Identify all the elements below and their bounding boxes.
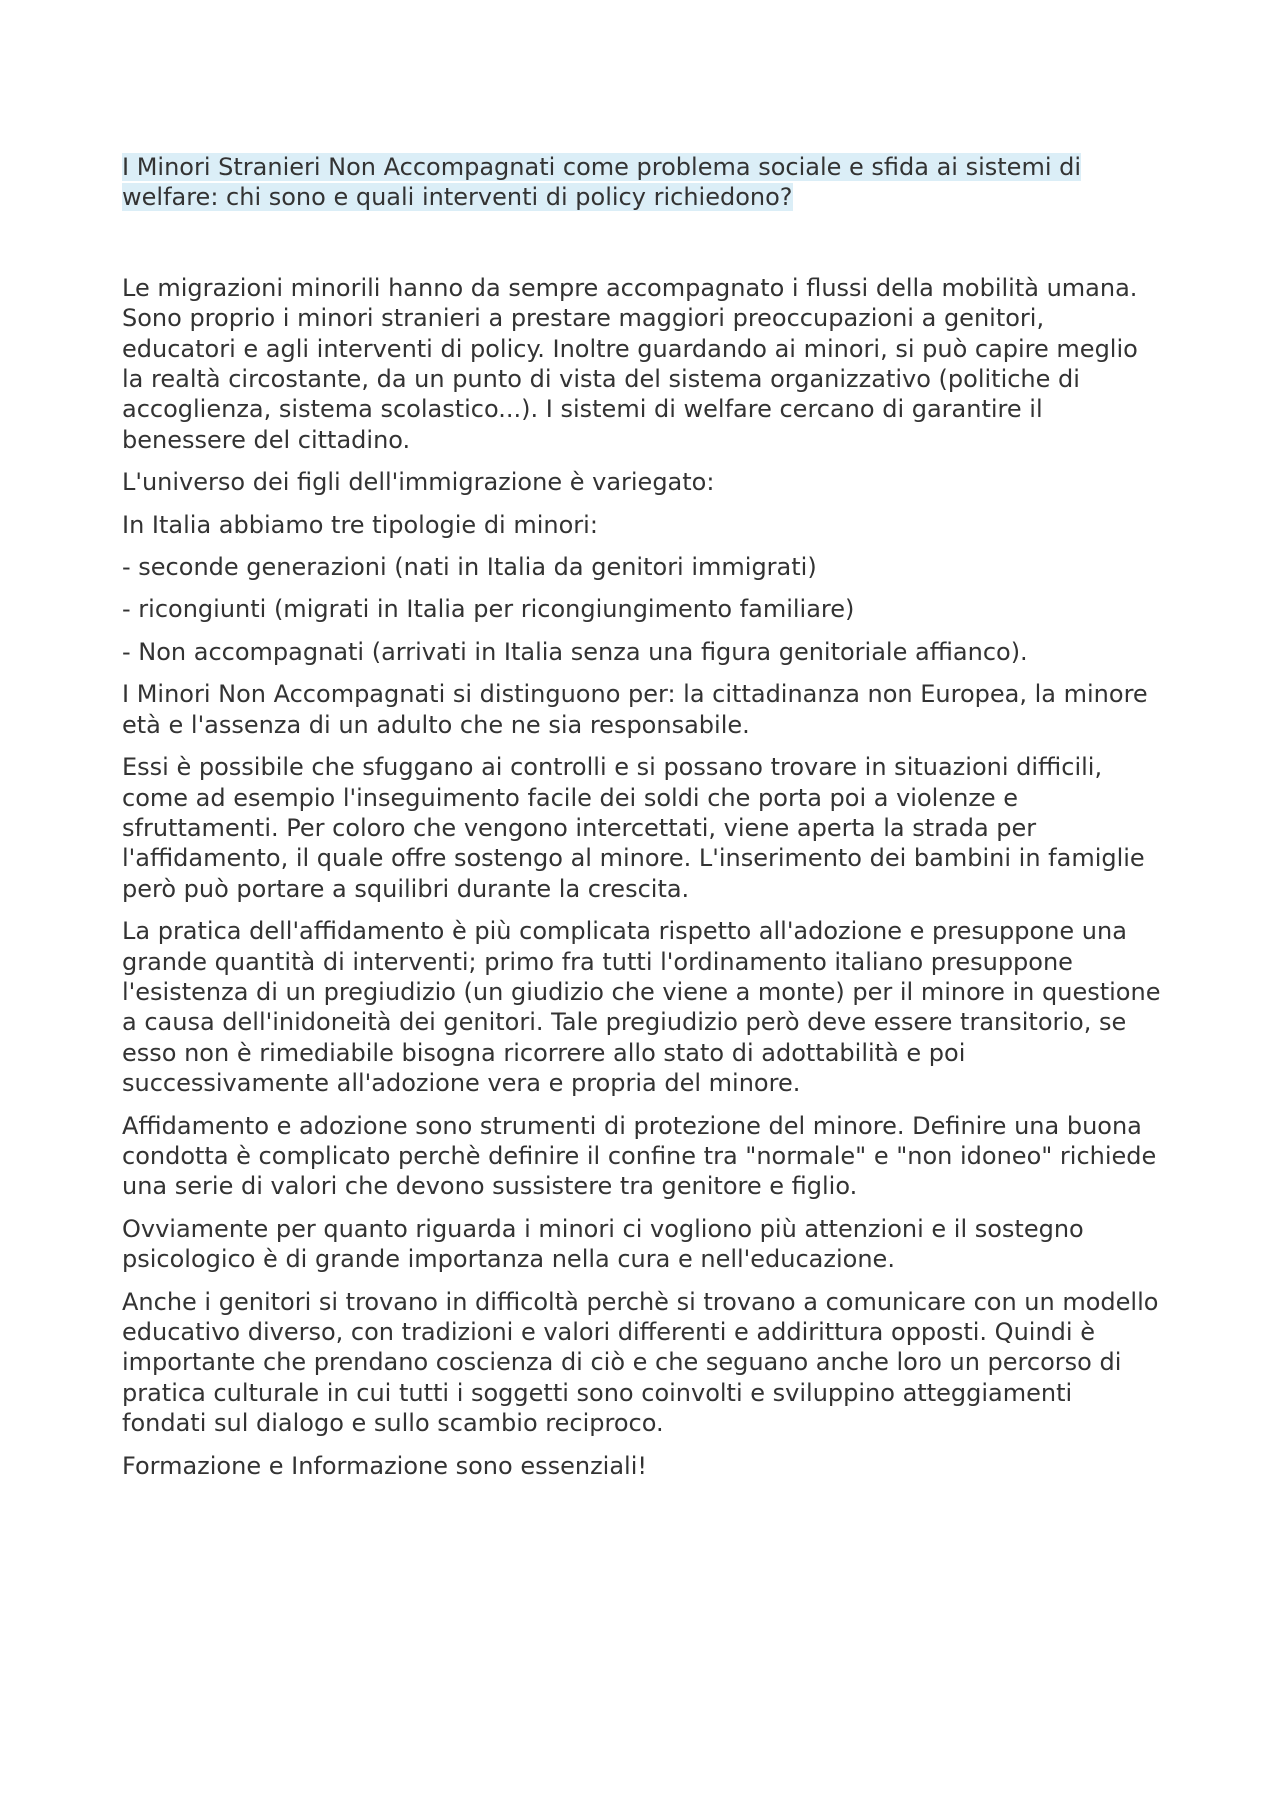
paragraph-intro-1: Le migrazioni minorili hanno da sempre accompagnato i flussi della mobilità umana. Sono proprio i minori stranieri a prestare maggiori preoccupazioni a genitori, educatori e agli interventi di policy. Inoltre guardando ai minori, si può capire meglio la realtà circostante, da un punto di vista del sistema organizzativo (politiche di accoglienza, sistema scolastico...). I sistemi di welfare cercano di garantire il benessere del cittadino. bbox=[122, 273, 1138, 454]
paragraph-body-4: Affidamento e adozione sono strumenti di protezione del minore. Definire una buona condotta è complicato perchè definire il confine tra "normale" e "non idoneo" richiede una serie di valori che devono sussistere tra genitore e figlio. bbox=[122, 1111, 1157, 1201]
paragraph-body-2: Essi è possibile che sfuggano ai controlli e si possano trovare in situazioni difficili, come ad esempio l'inseguimento facile dei soldi che porta poi a violenze e sfruttamenti. Per coloro che vengono intercettati, viene aperta la strada per l'affidamento, il quale offre sostengo al minore. L'inserimento dei bambini in famiglie però può portare a squilibri durante la crescita. bbox=[122, 753, 1145, 903]
list-item: - seconde generazioni (nati in Italia da genitori immigrati) bbox=[122, 553, 817, 582]
paragraph-intro-2: L'universo dei figli dell'immigrazione è variegato: bbox=[122, 468, 715, 497]
paragraph-body-7: Formazione e Informazione sono essenziali! bbox=[122, 1451, 648, 1480]
paragraph-body-3: La pratica dell'affidamento è più complicata rispetto all'adozione e presuppone una grande quantità di interventi; primo fra tutti l'ordinamento italiano presuppone l'esistenza di un pregiudizio (un giudizio che viene a monte) per il minore in questione a causa dell'inidoneità dei genitori. Tale pregiudizio però deve essere transitorio, se esso non è rimediabile bisogna ricorrere allo stato di adottabilità e poi successivamente all'adozione vera e propria del minore. bbox=[122, 917, 1161, 1098]
title-highlight: I Minori Stranieri Non Accompagnati come problema sociale e sfida ai sistemi di welfare: chi sono e quali interventi di policy richiedono? bbox=[122, 153, 1082, 212]
paragraph-body-1: I Minori Non Accompagnati si distinguono per: la cittadinanza non Europea, la minore età e l'assenza di un adulto che ne sia responsabile. bbox=[122, 680, 1148, 739]
list-item: - Non accompagnati (arrivati in Italia senza una figura genitoriale affianco). bbox=[122, 637, 1028, 666]
paragraph-intro-3: In Italia abbiamo tre tipologie di minori: bbox=[122, 510, 598, 539]
document-title bbox=[122, 152, 1162, 213]
paragraph-body-6: Anche i genitori si trovano in difficoltà perchè si trovano a comunicare con un modello educativo diverso, con tradizioni e valori differenti e addirittura opposti. Quindi è importante che prendano coscienza di ciò e che seguano anche loro un percorso di pratica culturale in cui tutti i soggetti sono coinvolti e sviluppino atteggiamenti fondati sul dialogo e sullo scambio reciproco. bbox=[122, 1287, 1159, 1438]
minor-types-list bbox=[122, 552, 1162, 667]
list-item: - ricongiunti (migrati in Italia per ricongiungimento familiare) bbox=[122, 595, 855, 624]
paragraph-body-5: Ovviamente per quanto riguarda i minori ci vogliono più attenzioni e il sostegno psicologico è di grande importanza nella cura e nell'educazione. bbox=[122, 1214, 1084, 1274]
